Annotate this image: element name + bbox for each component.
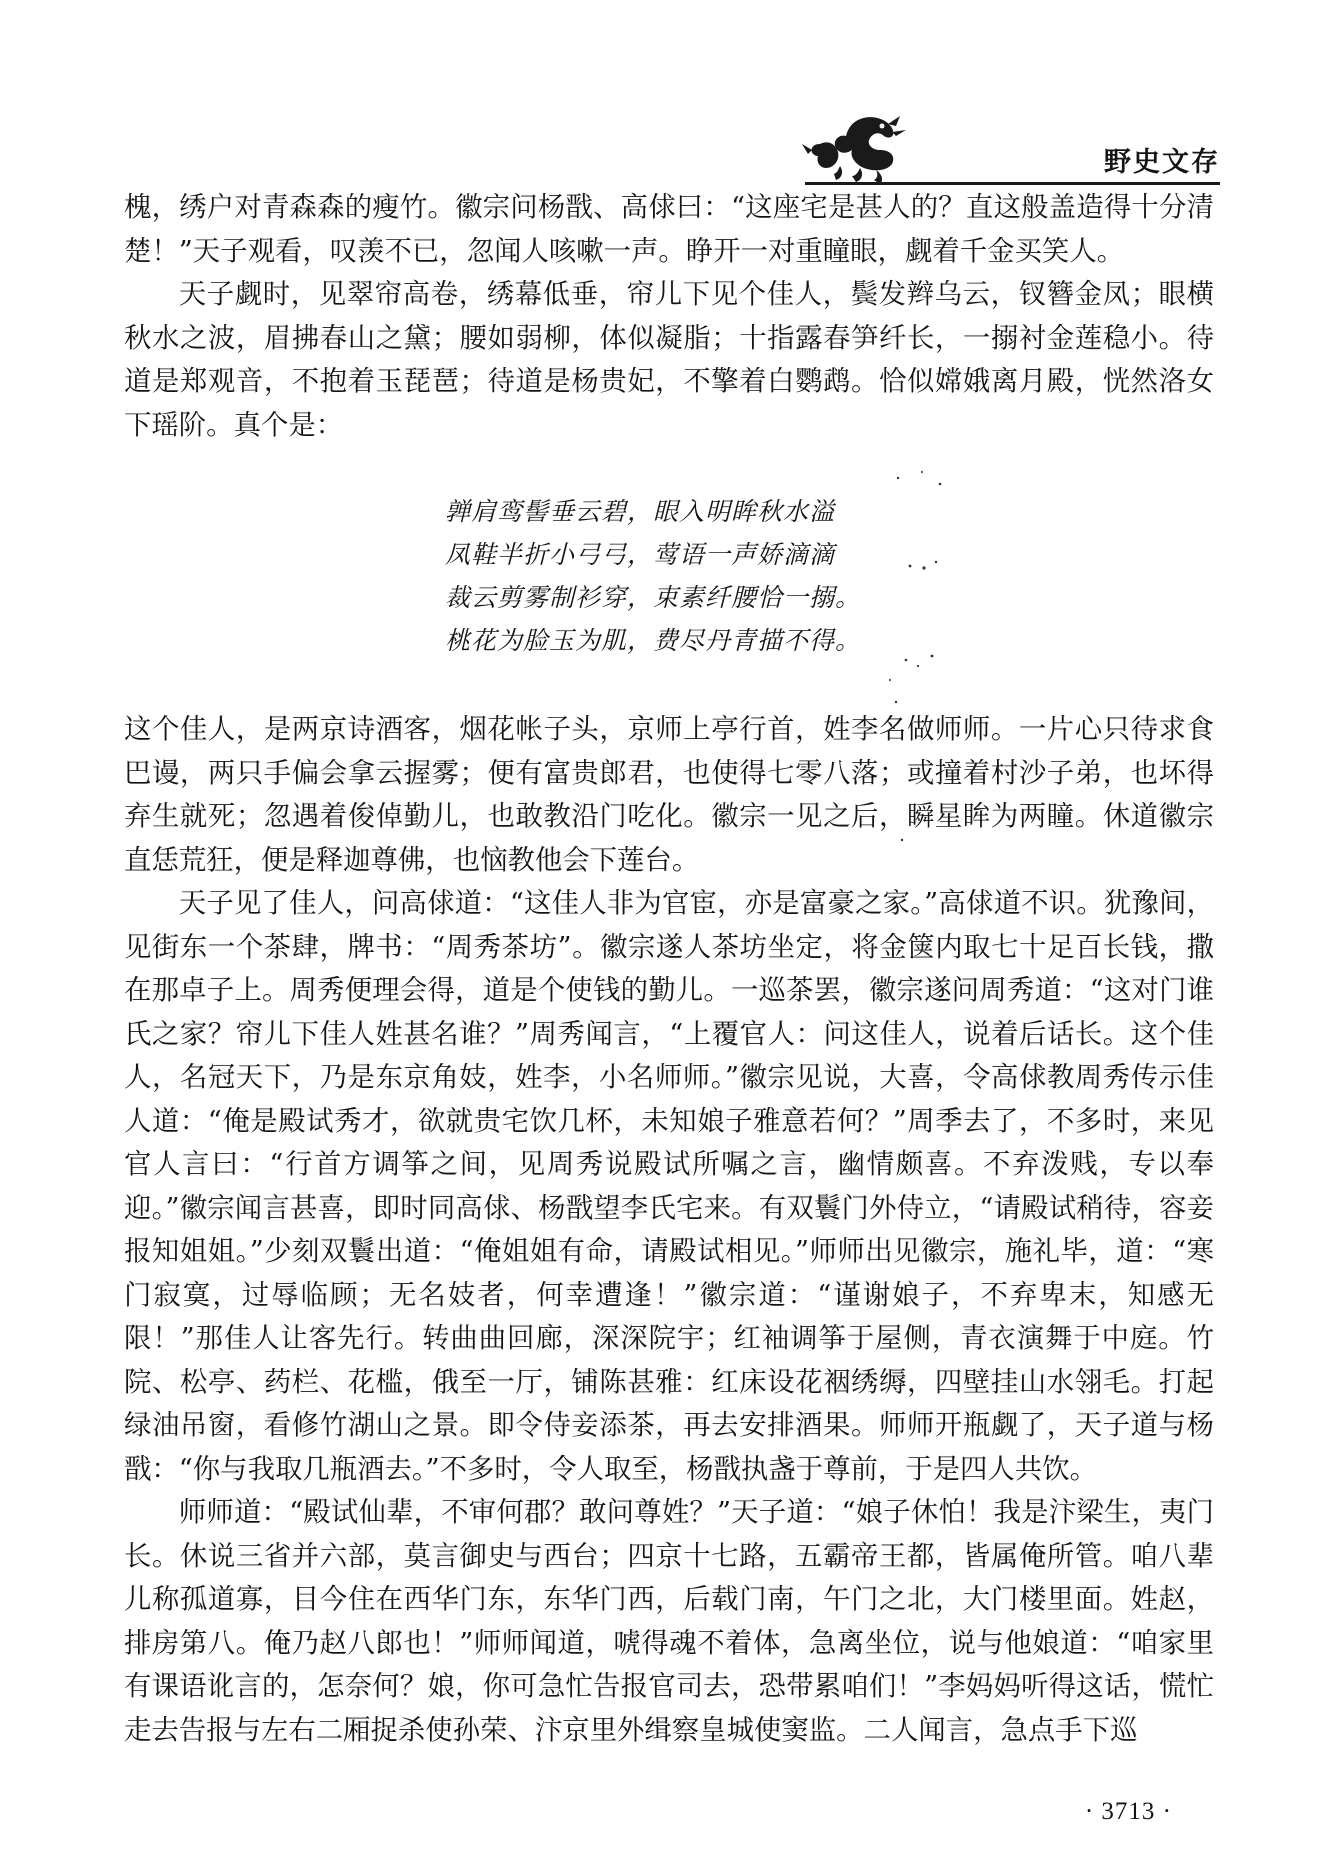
series-title: 野史文存 — [1104, 147, 1220, 178]
body-text-top — [124, 186, 1214, 447]
poem-line: 裁云剪雾制衫穿，束素纤腰恰一搦。 — [445, 583, 862, 612]
page-header — [800, 110, 1220, 186]
dragon-emblem-icon — [800, 110, 910, 186]
paragraph: 天子觑时，见翠帘高卷，绣幕低垂，帘儿下见个佳人，鬓发辫乌云，钗簪金凤；眼横秋水之波，眉拂春山之黛；腰如弱柳，体似凝脂；十指露春笋纤长，一搦衬金莲稳小。待道是郑观音，不抱着玉琵琶；待道是杨贵妃，不擎着白鹦鹉。恰似嫦娥离月殿，恍然洛女下瑶阶。真个是： — [124, 279, 1214, 441]
paragraph: 槐，绣户对青森森的瘦竹。徽宗问杨戬、高俅曰：“这座宅是甚人的？直这般盖造得十分清楚！”天子观看，叹羡不已，忽闻人咳嗽一声。睁开一对重瞳眼，觑着千金买笑人。 — [124, 192, 1214, 267]
poem-line: 凤鞋半折小弓弓，莺语一声娇滴滴 — [445, 540, 836, 569]
page-number: · 3713 · — [1084, 1798, 1172, 1825]
paragraph: 这个佳人，是两京诗酒客，烟花帐子头，京师上亭行首，姓李名做师师。一片心只待求食巴谩，两只手偏会拿云握雾；便有富贵郎君，也使得七零八落；或撞着村沙子弟，也坏得弃生就死；忽遇着俊倬勤儿，也敢教沿门吃化。徽宗一见之后，瞬星眸为两瞳。休道徽宗直恁荒狂，便是释迦尊佛，也恼教他会下莲台。 — [124, 714, 1214, 876]
poem-line: 桃花为脸玉为肌，费尽丹青描不得。 — [445, 626, 862, 655]
poem — [445, 490, 861, 662]
poem-line: 亸肩鸾髻垂云碧，眼入明眸秋水溢 — [445, 497, 836, 526]
body-text-bottom — [124, 708, 1214, 1752]
paragraph: 师师道：“殿试仙辈，不审何郡？敢问尊姓？”天子道：“娘子休怕！我是汴梁生，夷门长。休说三省并六部，莫言御史与西台；四京十七路，五霸帝王都，皆属俺所管。咱八辈儿称孤道寡，目今住在西华门东，东华门西，后载门南，午门之北，大门楼里面。姓赵，排房第八。俺乃赵八郎也！”师师闻道，唬得魂不着体，急离坐位，说与他娘道：“咱家里有课语讹言的，怎奈何？娘，你可急忙告报官司去，恐带累咱们！”李妈妈听得这话，慌忙走去告报与左右二厢捉杀使孙荣、汴京里外缉察皇城使窦监。二人闻言，急点手下巡 — [124, 1497, 1214, 1746]
header-rule — [805, 182, 1220, 185]
paragraph: 天子见了佳人，问高俅道：“这佳人非为官宦，亦是富豪之家。”高俅道不识。犹豫间，见街东一个茶肆，牌书：“周秀茶坊”。徽宗遂人茶坊坐定，将金箧内取七十足百长钱，撒在那卓子上。周秀便理会得，道是个使钱的勤儿。一巡茶罢，徽宗遂问周秀道：“这对门谁氏之家？帘儿下佳人姓甚名谁？”周秀闻言，“上覆官人：问这佳人，说着后话长。这个佳人，名冠天下，乃是东京角妓，姓李，小名师师。”徽宗见说，大喜，令高俅教周秀传示佳人道：“俺是殿试秀才，欲就贵宅饮几杯，未知娘子雅意若何？”周季去了，不多时，来见官人言曰：“行首方调筝之间，见周秀说殿试所嘱之言，幽情颇喜。不弃泼贱，专以奉迎。”徽宗闻言甚喜，即时同高俅、杨戬望李氏宅来。有双鬟门外侍立，“请殿试稍待，容妾报知姐姐。”少刻双鬟出道：“俺姐姐有命，请殿试相见。”师师出见徽宗，施礼毕，道：“寒门寂寞，过辱临顾；无名妓者，何幸遭逢！”徽宗道：“谨谢娘子，不弃卑末，知感无限！”那佳人让客先行。转曲曲回廊，深深院宇；红袖调筝于屋侧，青衣演舞于中庭。竹院、松亭、药栏、花槛，俄至一厅，铺陈甚雅：红床设花裀绣缛，四壁挂山水翎毛。打起绿油吊窗，看修竹湖山之景。即令侍妾添茶，再去安排酒果。师师开瓶觑了，天子道与杨戬：“你与我取几瓶酒去。”不多时，令人取至，杨戬执盏于尊前，于是四人共饮。 — [124, 888, 1214, 1485]
